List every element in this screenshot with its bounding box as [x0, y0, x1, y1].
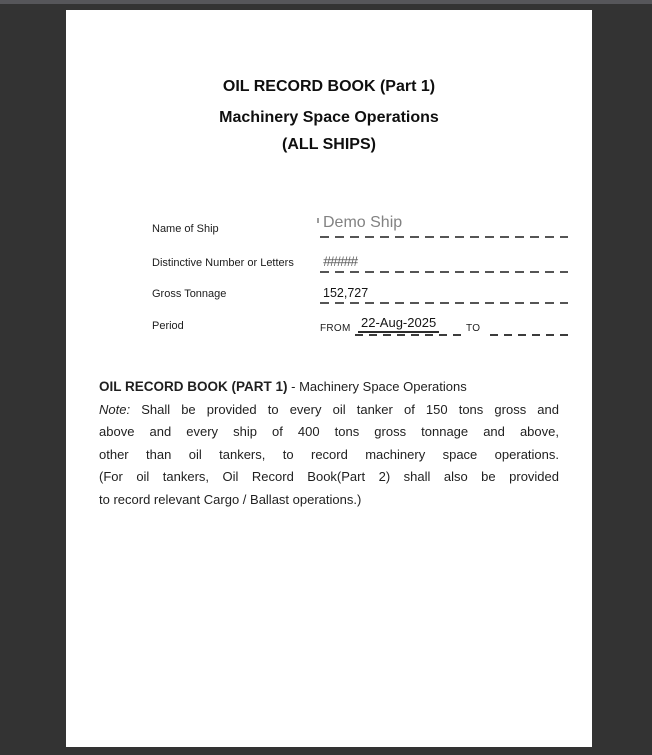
period-to-field: [490, 312, 568, 336]
gross-tonnage-field-line: [320, 302, 568, 304]
document-page: [66, 10, 592, 747]
name-of-ship-field-line: [320, 236, 568, 238]
distinctive-number-value: #####: [323, 253, 357, 269]
gross-tonnage-value: 152,727: [323, 286, 369, 300]
viewer-topbar: [0, 0, 652, 4]
doc-title-line3: (ALL SHIPS): [282, 136, 376, 153]
note-label: Note:: [99, 401, 131, 417]
note-line-1: [99, 399, 559, 422]
body-heading: [99, 376, 559, 399]
name-of-ship-label: Name of Ship: [152, 223, 219, 235]
period-from-value: 22-Aug-2025: [358, 315, 439, 333]
doc-title-line1: OIL RECORD BOOK (Part 1): [222, 78, 436, 95]
body-heading-bold: OIL RECORD BOOK (PART 1): [99, 379, 288, 394]
note-line-2: above and every ship of 400 tons gross tonnage and above,: [99, 424, 559, 439]
gross-tonnage-label: Gross Tonnage: [152, 288, 227, 300]
distinctive-number-label: Distinctive Number or Letters: [152, 257, 294, 269]
note-line-4: (For oil tankers, Oil Record Book(Part 2) shall also be provided: [99, 469, 559, 484]
text-cursor-mark: [317, 218, 319, 223]
doc-title-line2: Machinery Space Operations: [219, 109, 439, 126]
distinctive-number-field-line: [320, 271, 568, 273]
note-line-5: to record relevant Cargo / Ballast operations.): [99, 491, 362, 507]
period-to-label: TO: [466, 323, 481, 334]
period-from-label: FROM: [320, 323, 351, 334]
period-label: Period: [152, 320, 184, 332]
note-line-1-rest: Shall be provided to every oil tanker of 150 tons gross and: [130, 401, 559, 417]
note-line-3: other than oil tankers, to record machinery space operations.: [99, 446, 559, 462]
period-from-field: [355, 312, 465, 336]
body-heading-rest: - Machinery Space Operations: [287, 379, 467, 394]
name-of-ship-value: Demo Ship: [323, 214, 403, 231]
body-text-block: [99, 376, 559, 511]
